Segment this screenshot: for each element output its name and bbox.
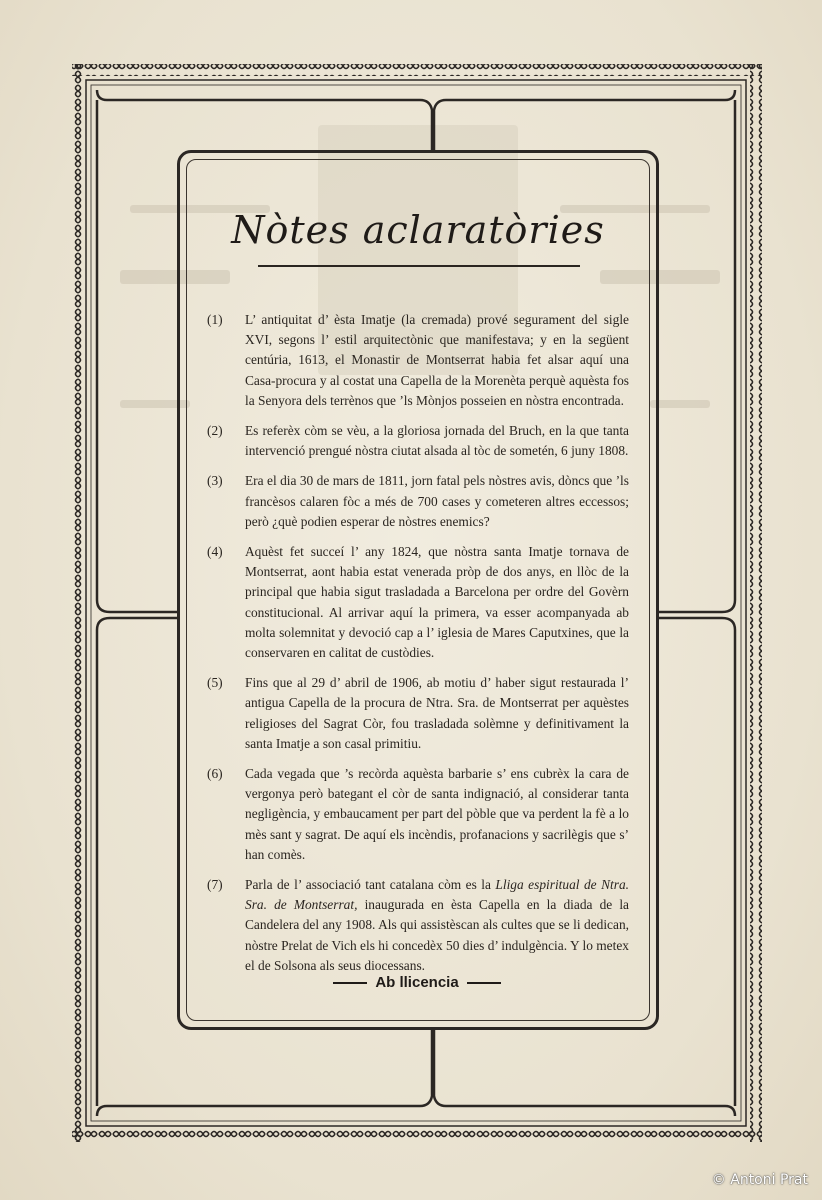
frame-chain-left <box>72 64 84 1142</box>
note-item <box>205 673 629 754</box>
frame-chain-right <box>750 64 762 1142</box>
note-text-part: inaugurada en èsta Capella en la diada de la Candelera del any 1908. Als qui assistèscan als cultes que se li dedican, nòstre Prelat de Vich els hi concedèx 50 dies d’ indulgència. Y lo metex el de Solsona als seus diocessans. <box>245 897 630 973</box>
note-text: Aquèst fet succeí l’ any 1824, que nòstra santa Imatje tornava de Montserrat, aont habia estat venerada pròp de dos anys, en llòc de la principal que habia sigut trasladada a Barcelona per ordre del Govèrn constitucional. Al arrivar aquí la primera, va esser acompanyada ab molta solemnitat y devoció cap a l’ iglesia de Mares Caputxines, que la conservaren en calitat de custòdies. <box>245 544 629 661</box>
license-dash-right <box>467 982 501 984</box>
note-number: (7) <box>207 877 223 893</box>
note-text-italic: Lliga espiritual de Ntra. Sra. de Montserrat, <box>245 877 629 913</box>
note-number: (4) <box>207 544 223 560</box>
note-text: Era el dia 30 de mars de 1811, jorn fatal pels nòstres avis, dòncs que ’ls francèsos calaren fòc a més de 700 cases y cometeren altres eccessos; però ¿què podien esperar de nòstres enemics? <box>245 473 629 529</box>
note-item <box>205 471 629 532</box>
title-underline <box>258 265 580 267</box>
note-number: (1) <box>207 312 223 327</box>
photo-credit-watermark: © Antoni Prat <box>711 1172 808 1188</box>
note-text: Es referèx còm se vèu, a la gloriosa jornada del Bruch, en la que tanta intervenció prengué nòstra ciutat alsada al tòc de sometén, 6 juny 1808. <box>245 423 629 459</box>
note-item <box>205 542 629 663</box>
note-item <box>205 764 629 865</box>
note-number: (2) <box>207 423 223 439</box>
frame-chain-bottom <box>72 1130 762 1142</box>
license-text: Ab llicencia <box>375 974 459 991</box>
note-number: (6) <box>207 766 223 782</box>
frame-chain-top <box>72 64 762 76</box>
note-text-part: Parla de l’ associació tant catalana còm es la <box>245 877 496 893</box>
note-text: Fins que al 29 d’ abril de 1906, ab motiu d’ haber sigut restaurada l’ antigua Capella de la procura de Ntra. Sra. de Montserrat per aquèstes religioses del Sagrat Còr, fou trasladada solèmne y definitivament la santa Imatje a son casal primitiu. <box>245 675 629 751</box>
note-item <box>205 875 629 976</box>
license-dash-left <box>333 982 367 984</box>
license-line <box>205 974 629 991</box>
note-number: (3) <box>207 473 223 489</box>
notes-list <box>205 310 629 986</box>
note-text: L’ antiquitat d’ èsta Imatje (la cremada) prové segurament del sigle XVI, segons l’ estil arquitectònic que manifestava; y en la següent centúria, 1613, el Monastir de Montserrat habia fet alsar aquí una Casa-procura y al costat una Capella de la Morenèta perquè aquèsta fos la Senyora dels terrènos que ’ls Mònjos posseien en nòstra encontrada. <box>245 312 629 408</box>
page-title: Nòtes aclaratòries <box>231 208 605 252</box>
note-number: (5) <box>207 675 223 691</box>
note-item <box>205 421 629 461</box>
note-text <box>245 875 629 976</box>
note-item <box>205 310 629 411</box>
note-text: Cada vegada que ’s recòrda aquèsta barbarie s’ ens cubrèx la cara de vergonya però bategant el còr de santa indignació, al considerar tanta negligència, y embaucament per part del pòble que va perdent la fè a lo mès sant y sagrat. De aquí els incèndis, profanacions y sacrilègis que s’ han comès. <box>245 766 629 862</box>
